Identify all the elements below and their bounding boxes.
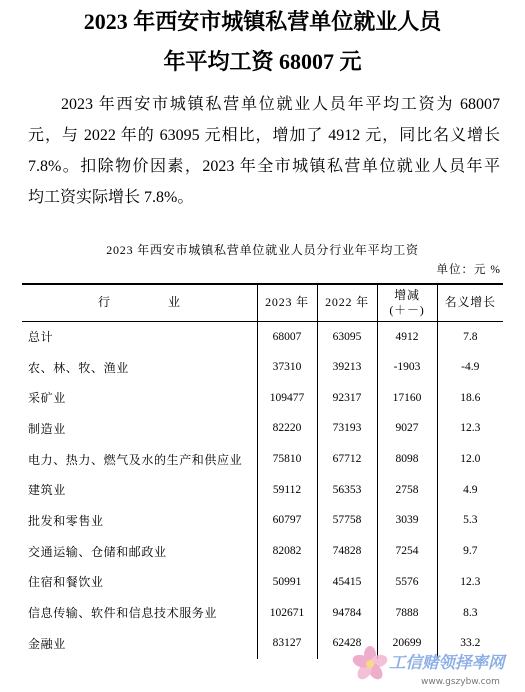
- cell-2022: 56353: [317, 474, 377, 505]
- cell-change: 2758: [377, 474, 437, 505]
- cell-2023: 59112: [257, 474, 317, 505]
- cell-change: 4912: [377, 321, 437, 352]
- flower-logo-icon: [352, 646, 388, 682]
- watermark-url: www.gszybw.com: [421, 677, 500, 687]
- cell-2023: 83127: [257, 628, 317, 659]
- header-2023: 2023 年: [257, 284, 317, 321]
- cell-2023: 37310: [257, 352, 317, 383]
- wage-table: [22, 283, 503, 659]
- cell-change: 3039: [377, 505, 437, 536]
- cell-2022: 73193: [317, 413, 377, 444]
- table-row: [22, 321, 503, 352]
- header-industry: 行业: [22, 284, 257, 321]
- table-row: [22, 444, 503, 475]
- cell-industry: 总计: [28, 330, 54, 345]
- cell-industry: 金融业: [28, 636, 66, 651]
- header-change: [377, 284, 437, 321]
- cell-industry: 制造业: [28, 421, 66, 436]
- page-title-line-1: 2023 年西安市城镇私营单位就业人员: [83, 9, 442, 34]
- table-row: [22, 505, 503, 536]
- cell-2023: 109477: [257, 382, 317, 413]
- cell-change: -1903: [377, 352, 437, 383]
- header-change-sign: (＋－): [389, 302, 425, 317]
- cell-2022: 63095: [317, 321, 377, 352]
- table-row: [22, 474, 503, 505]
- cell-2023: 82082: [257, 536, 317, 567]
- cell-2023: 82220: [257, 413, 317, 444]
- cell-change: 20699: [377, 628, 437, 659]
- cell-growth: 33.2: [437, 628, 503, 659]
- cell-2023: 50991: [257, 567, 317, 598]
- paragraph-line-3: 7.8%。扣除物价因素，2023 年全市城镇私营单位就业人员年平: [28, 158, 500, 175]
- cell-2022: 57758: [317, 505, 377, 536]
- cell-industry: 采矿业: [28, 391, 66, 406]
- cell-growth: 9.7: [437, 536, 503, 567]
- cell-2023: 102671: [257, 597, 317, 628]
- cell-change: 7888: [377, 597, 437, 628]
- cell-2023: 68007: [257, 321, 317, 352]
- header-change-label: 增减: [394, 287, 420, 302]
- cell-growth: 4.9: [437, 474, 503, 505]
- table-header-row: [22, 284, 503, 321]
- table-row: [22, 597, 503, 628]
- cell-2022: 62428: [317, 628, 377, 659]
- cell-change: 5576: [377, 567, 437, 598]
- cell-industry: 建筑业: [28, 483, 66, 498]
- cell-2023: 60797: [257, 505, 317, 536]
- summary-paragraph: [28, 89, 500, 213]
- table-row: [22, 567, 503, 598]
- header-growth: 名义增长: [437, 284, 503, 321]
- table-row: [22, 382, 503, 413]
- paragraph-line-2: 元，与 2022 年的 63095 元相比，增加了 4912 元，同比名义增长: [28, 127, 500, 144]
- watermark-text: 工信赌领择率网: [389, 653, 505, 672]
- cell-2022: 45415: [317, 567, 377, 598]
- paragraph-line-4: 均工资实际增长 7.8%。: [28, 189, 194, 206]
- cell-change: 9027: [377, 413, 437, 444]
- cell-growth: 7.8: [437, 321, 503, 352]
- cell-2023: 75810: [257, 444, 317, 475]
- cell-2022: 67712: [317, 444, 377, 475]
- cell-industry: 电力、热力、燃气及水的生产和供应业: [28, 452, 243, 467]
- cell-2022: 92317: [317, 382, 377, 413]
- cell-change: 7254: [377, 536, 437, 567]
- cell-change: 8098: [377, 444, 437, 475]
- cell-growth: -4.9: [437, 352, 503, 383]
- page-title-line-2: 年平均工资 68007 元: [163, 49, 362, 74]
- cell-growth: 12.3: [437, 413, 503, 444]
- table-row: [22, 413, 503, 444]
- cell-growth: 5.3: [437, 505, 503, 536]
- cell-growth: 8.3: [437, 597, 503, 628]
- cell-industry: 信息传输、软件和信息技术服务业: [28, 606, 218, 621]
- cell-2022: 39213: [317, 352, 377, 383]
- paragraph-line-1: 2023 年西安市城镇私营单位就业人员年平均工资为 68007: [61, 96, 500, 113]
- cell-2022: 74828: [317, 536, 377, 567]
- cell-industry: 交通运输、仓储和邮政业: [28, 544, 167, 559]
- table-title: 2023 年西安市城镇私营单位就业人员分行业年平均工资: [106, 243, 419, 257]
- cell-industry: 批发和零售业: [28, 513, 104, 528]
- cell-2022: 94784: [317, 597, 377, 628]
- table-row: [22, 352, 503, 383]
- table-unit: 单位：元 %: [436, 264, 501, 276]
- cell-change: 17160: [377, 382, 437, 413]
- table-row: [22, 536, 503, 567]
- cell-growth: 12.0: [437, 444, 503, 475]
- header-2022: 2022 年: [317, 284, 377, 321]
- cell-industry: 住宿和餐饮业: [28, 575, 104, 590]
- cell-industry: 农、林、牧、渔业: [28, 360, 129, 375]
- cell-growth: 18.6: [437, 382, 503, 413]
- cell-growth: 12.3: [437, 567, 503, 598]
